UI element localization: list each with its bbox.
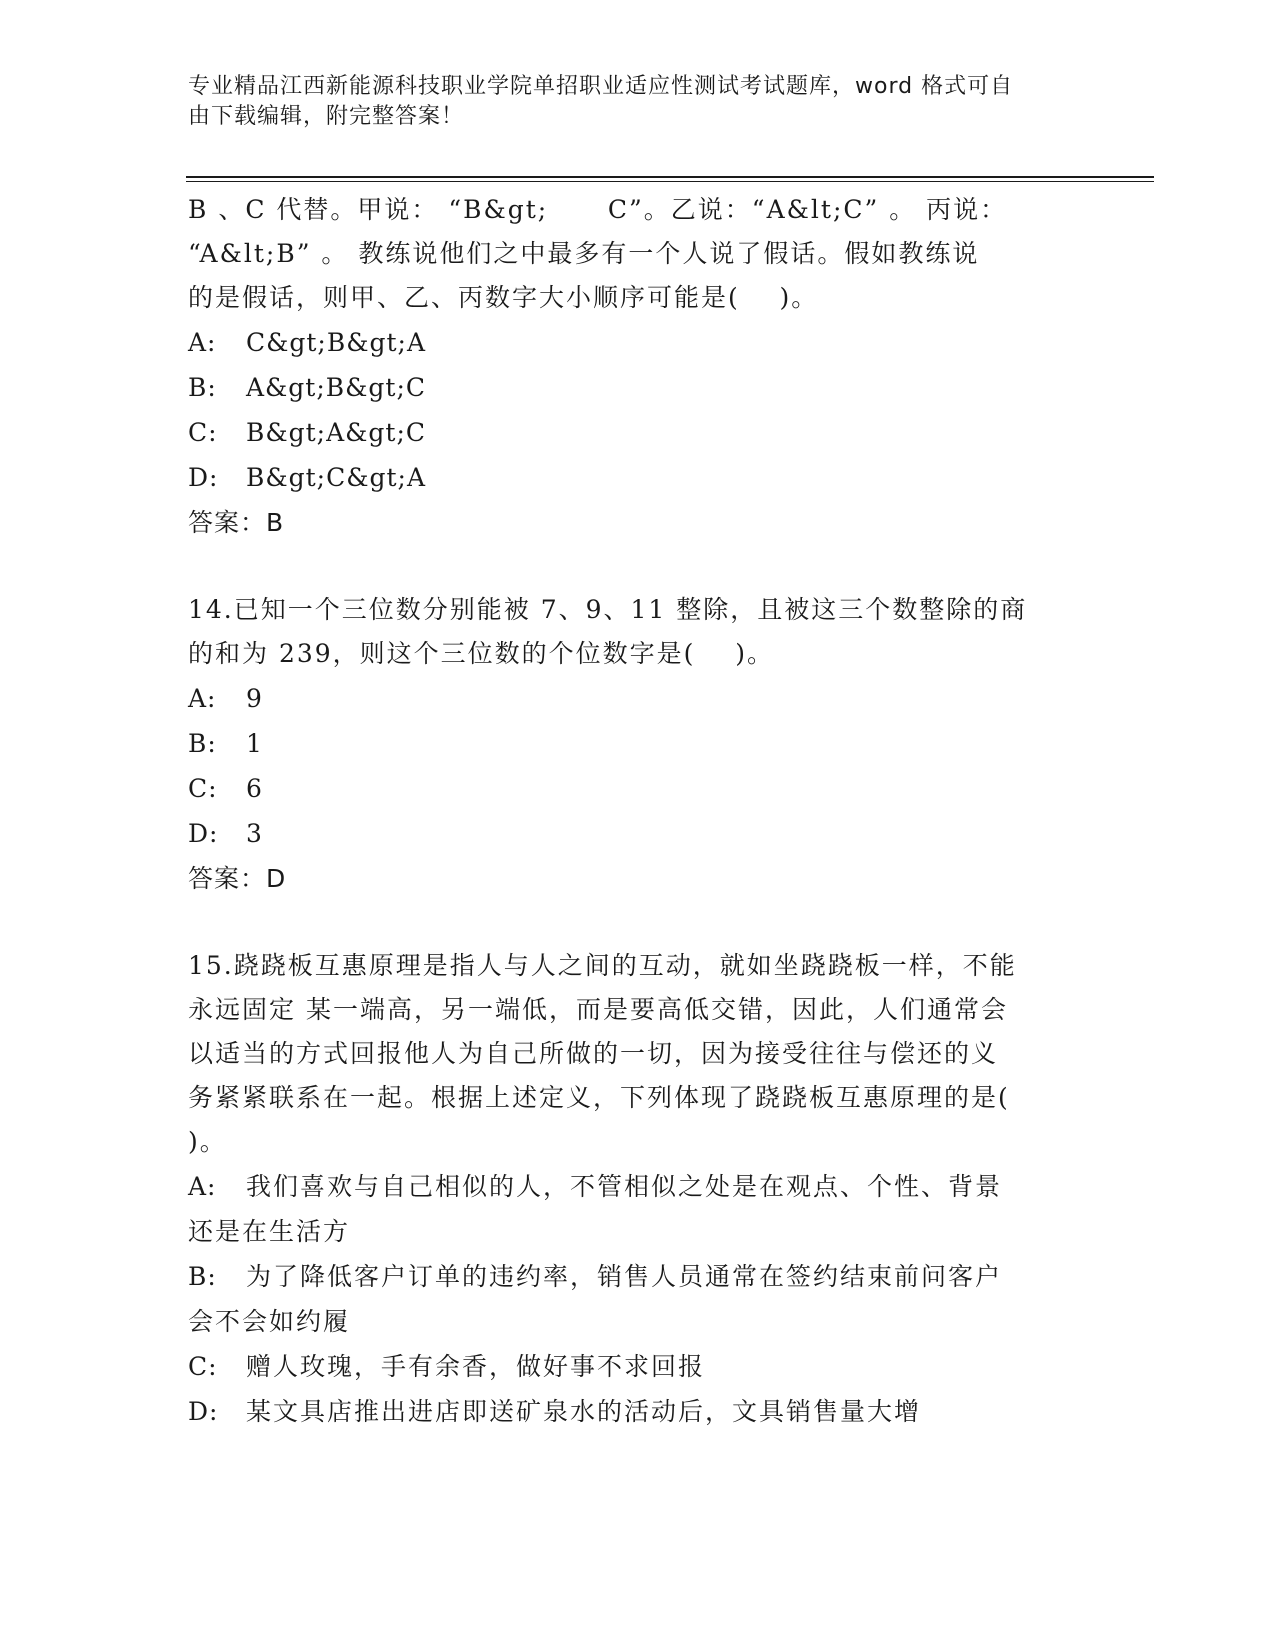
question-14-answer: 答案：D (188, 864, 287, 893)
option-letter: D: (188, 463, 219, 492)
question-15-option-c (188, 1344, 1088, 1389)
question-14-option-c (188, 766, 1088, 811)
question-14-option-d (188, 811, 1088, 856)
option-text: 9 (246, 684, 263, 713)
option-letter: A: (188, 328, 217, 357)
question-13-stem-line-3: 的是假话，则甲、乙、丙数字大小顺序可能是( )。 (188, 283, 819, 312)
option-text: 6 (246, 774, 263, 803)
question-13-option-d (188, 455, 1088, 500)
option-letter: B: (188, 729, 217, 758)
question-15 (188, 944, 1088, 1434)
question-14 (188, 588, 1088, 902)
option-text: 赠人玫瑰，手有余香，做好事不求回报 (246, 1352, 706, 1381)
question-15-stem-line-1: 15.跷跷板互惠原理是指人与人之间的互动，就如坐跷跷板一样，不能 (188, 951, 1017, 980)
option-letter: C: (188, 774, 218, 803)
question-15-option-d (188, 1389, 1088, 1434)
header-title-line-2: 由下载编辑，附完整答案！ (188, 104, 465, 129)
document-header (188, 72, 1068, 132)
question-14-option-a (188, 676, 1088, 721)
header-rule-thin (186, 181, 1154, 182)
question-13-option-a (188, 320, 1088, 365)
option-text: 为了降低客户订单的违约率，销售人员通常在签约结束前问客户 (246, 1262, 1003, 1291)
question-15-stem-line-3: 以适当的方式回报他人为自己所做的一切，因为接受往往与偿还的义 (188, 1039, 999, 1068)
spacer (188, 902, 1088, 944)
option-text: A&gt;B&gt;C (246, 373, 427, 402)
option-text: C&gt;B&gt;A (246, 328, 427, 357)
option-letter: A: (188, 684, 217, 713)
question-14-option-b (188, 721, 1088, 766)
option-letter: C: (188, 1352, 218, 1381)
option-letter: C: (188, 418, 218, 447)
option-letter: B: (188, 1262, 217, 1291)
header-title-line-1: 专业精品江西新能源科技职业学院单招职业适应性测试考试题库，word 格式可自 (188, 74, 1014, 99)
document-body (188, 188, 1088, 1434)
question-13-answer: 答案：B (188, 508, 285, 537)
question-13 (188, 188, 1088, 546)
option-text: B&gt;C&gt;A (246, 463, 427, 492)
question-13-option-c (188, 410, 1088, 455)
option-text: 某文具店推出进店即送矿泉水的活动后，文具销售量大增 (246, 1397, 922, 1426)
option-letter: D: (188, 819, 219, 848)
option-text: 3 (246, 819, 263, 848)
question-13-stem-line-2: “A&lt;B” 。 教练说他们之中最多有一个人说了假话。假如教练说 (188, 239, 980, 268)
question-15-stem-line-2: 永远固定 某一端高，另一端低，而是要高低交错，因此，人们通常会 (188, 995, 1008, 1024)
question-13-option-b (188, 365, 1088, 410)
header-rule-thick (186, 176, 1154, 178)
question-15-option-b (188, 1254, 1088, 1299)
spacer (188, 546, 1088, 588)
question-15-option-a-continued: 还是在生活方 (188, 1217, 351, 1246)
question-15-option-b-continued: 会不会如约履 (188, 1307, 351, 1336)
option-text: B&gt;A&gt;C (246, 418, 427, 447)
option-text: 我们喜欢与自己相似的人，不管相似之处是在观点、个性、背景 (246, 1172, 1003, 1201)
option-letter: B: (188, 373, 217, 402)
option-letter: D: (188, 1397, 219, 1426)
question-15-option-a (188, 1164, 1088, 1209)
option-letter: A: (188, 1172, 217, 1201)
question-15-stem-line-5: )。 (188, 1127, 227, 1156)
question-15-stem-line-4: 务紧紧联系在一起。根据上述定义，下列体现了跷跷板互惠原理的是( (188, 1083, 1010, 1112)
option-text: 1 (246, 729, 263, 758)
question-14-stem-line-2: 的和为 239，则这个三位数的个位数字是( )。 (188, 639, 774, 668)
question-14-stem-line-1: 14.已知一个三位数分别能被 7、9、11 整除，且被这三个数整除的商 (188, 595, 1028, 624)
question-13-stem-line-1: B 、C 代替。甲说： “B&gt; C”。乙说：“A&lt;C” 。 丙说： (188, 195, 1008, 224)
